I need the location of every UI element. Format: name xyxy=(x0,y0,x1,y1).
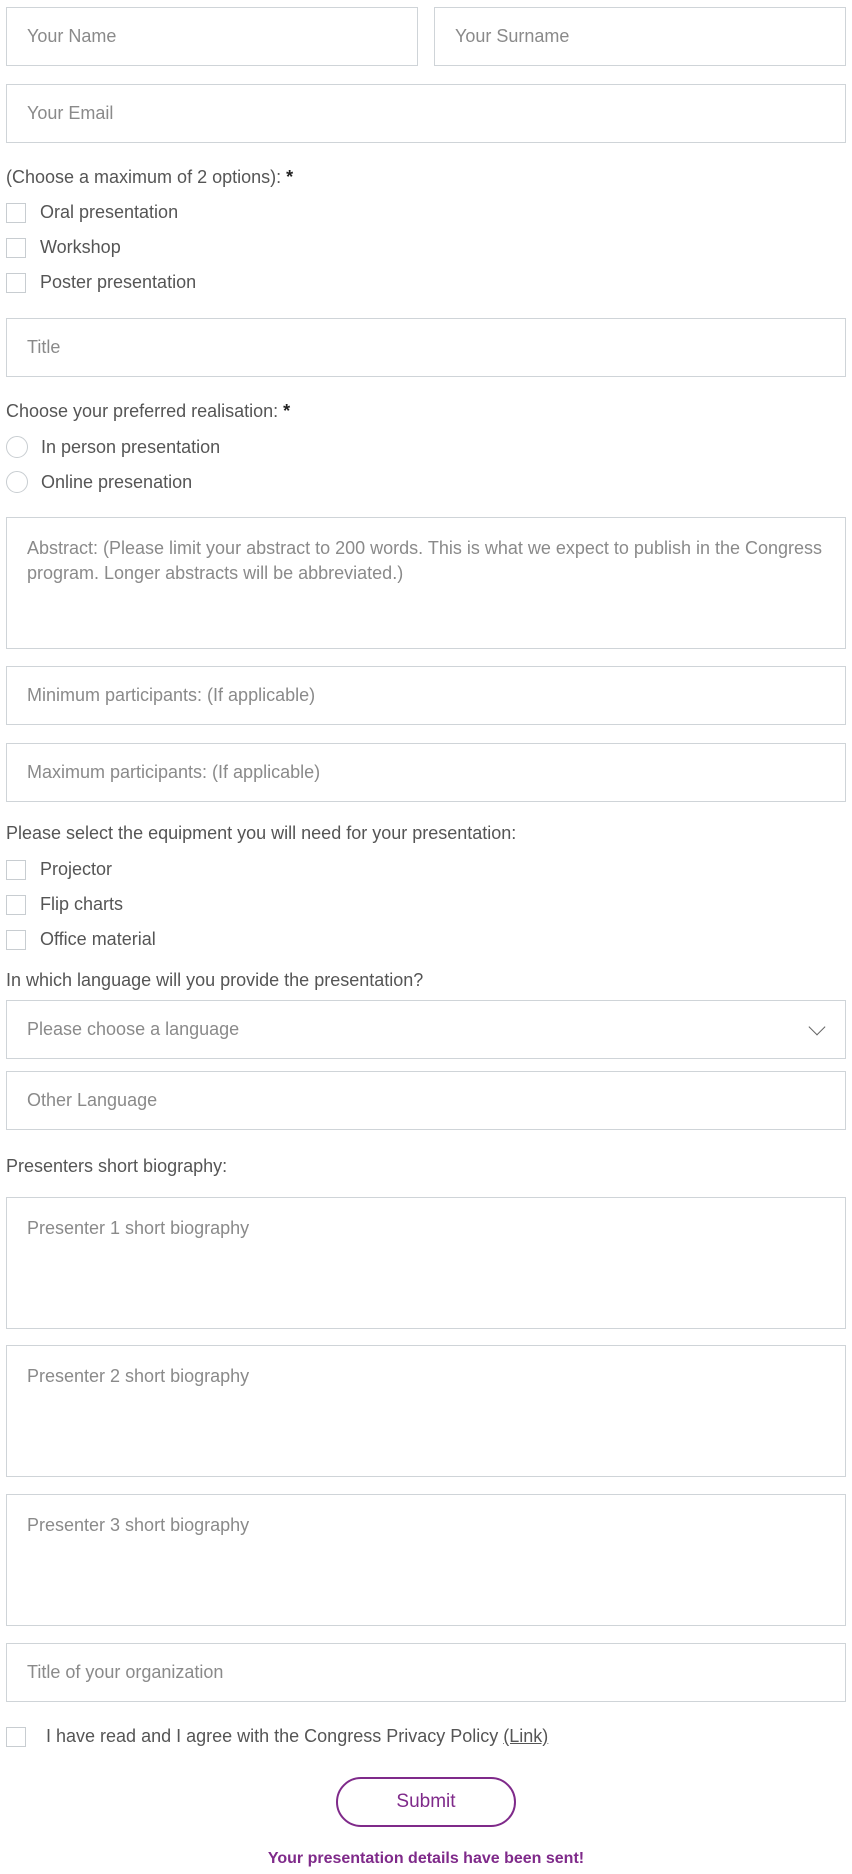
surname-field[interactable] xyxy=(434,7,846,66)
email-field[interactable] xyxy=(6,84,846,143)
checkbox[interactable] xyxy=(6,895,26,915)
realisation-label: Choose your preferred realisation: * xyxy=(6,401,291,421)
privacy-consent[interactable] xyxy=(6,1726,548,1747)
submit-button[interactable] xyxy=(336,1777,516,1827)
presenter-1-bio-textarea[interactable] xyxy=(6,1197,846,1329)
organization-field[interactable] xyxy=(6,1643,846,1702)
language-select[interactable] xyxy=(6,1000,846,1059)
submit-label: Submit xyxy=(396,1791,456,1812)
checkbox[interactable] xyxy=(6,273,26,293)
other-language-field[interactable] xyxy=(6,1071,846,1130)
checkbox[interactable] xyxy=(6,1727,26,1747)
title-field[interactable] xyxy=(6,318,846,377)
title-placeholder: Title xyxy=(27,337,61,357)
bio-placeholder: Presenter 2 short biography xyxy=(27,1366,250,1386)
option-label: Office material xyxy=(40,929,156,949)
chevron-down-icon xyxy=(809,1018,826,1035)
max-participants-placeholder: Maximum participants: (If applicable) xyxy=(27,762,321,782)
biography-label: Presenters short biography: xyxy=(6,1156,228,1176)
organization-placeholder: Title of your organization xyxy=(27,1662,224,1682)
checkbox[interactable] xyxy=(6,203,26,223)
option-label: Poster presentation xyxy=(40,272,197,292)
equipment-option-flip-charts[interactable] xyxy=(6,894,123,915)
option-label: Workshop xyxy=(40,237,121,257)
language-label: In which language will you provide the presentation? xyxy=(6,970,424,990)
success-message: Your presentation details have been sent! xyxy=(267,1850,585,1867)
surname-placeholder: Your Surname xyxy=(455,26,570,46)
bio-placeholder: Presenter 3 short biography xyxy=(27,1515,250,1535)
abstract-placeholder: Abstract: (Please limit your abstract to 200 words. This is what we expect to publish in the Congress program. Longer abstracts will be abbreviated.) xyxy=(27,538,823,583)
checkbox[interactable] xyxy=(6,238,26,258)
format-label: (Choose a maximum of 2 options): * xyxy=(6,167,294,187)
realisation-option-in-person[interactable] xyxy=(6,436,220,458)
realisation-option-online[interactable] xyxy=(6,471,192,493)
bio-placeholder: Presenter 1 short biography xyxy=(27,1218,250,1238)
equipment-label: Please select the equipment you will need for your presentation: xyxy=(6,823,517,843)
equipment-option-office-material[interactable] xyxy=(6,929,156,950)
required-mark: * xyxy=(283,401,291,421)
format-option-oral[interactable] xyxy=(6,202,178,223)
option-label: Flip charts xyxy=(40,894,124,914)
checkbox[interactable] xyxy=(6,930,26,950)
min-participants-field[interactable] xyxy=(6,666,846,725)
name-field[interactable] xyxy=(6,7,418,66)
option-label: Oral presentation xyxy=(40,202,179,222)
format-option-workshop[interactable] xyxy=(6,237,121,258)
presenter-2-bio-textarea[interactable] xyxy=(6,1345,846,1477)
radio-button[interactable] xyxy=(6,436,28,458)
language-select-value: Please choose a language xyxy=(27,1019,240,1039)
abstract-textarea[interactable] xyxy=(6,517,846,649)
presenter-3-bio-textarea[interactable] xyxy=(6,1494,846,1626)
min-participants-placeholder: Minimum participants: (If applicable) xyxy=(27,685,316,705)
format-option-poster[interactable] xyxy=(6,272,196,293)
other-language-placeholder: Other Language xyxy=(27,1090,158,1110)
equipment-option-projector[interactable] xyxy=(6,859,112,880)
option-label: Projector xyxy=(40,859,113,879)
checkbox[interactable] xyxy=(6,860,26,880)
option-label: In person presentation xyxy=(41,436,221,457)
privacy-text: I have read and I agree with the Congress Privacy Policy xyxy=(46,1726,504,1746)
privacy-policy-link[interactable]: (Link) xyxy=(503,1726,549,1746)
option-label: Online presenation xyxy=(41,471,193,492)
radio-button[interactable] xyxy=(6,471,28,493)
name-placeholder: Your Name xyxy=(27,26,117,46)
email-placeholder: Your Email xyxy=(27,103,114,123)
max-participants-field[interactable] xyxy=(6,743,846,802)
required-mark: * xyxy=(286,167,294,187)
